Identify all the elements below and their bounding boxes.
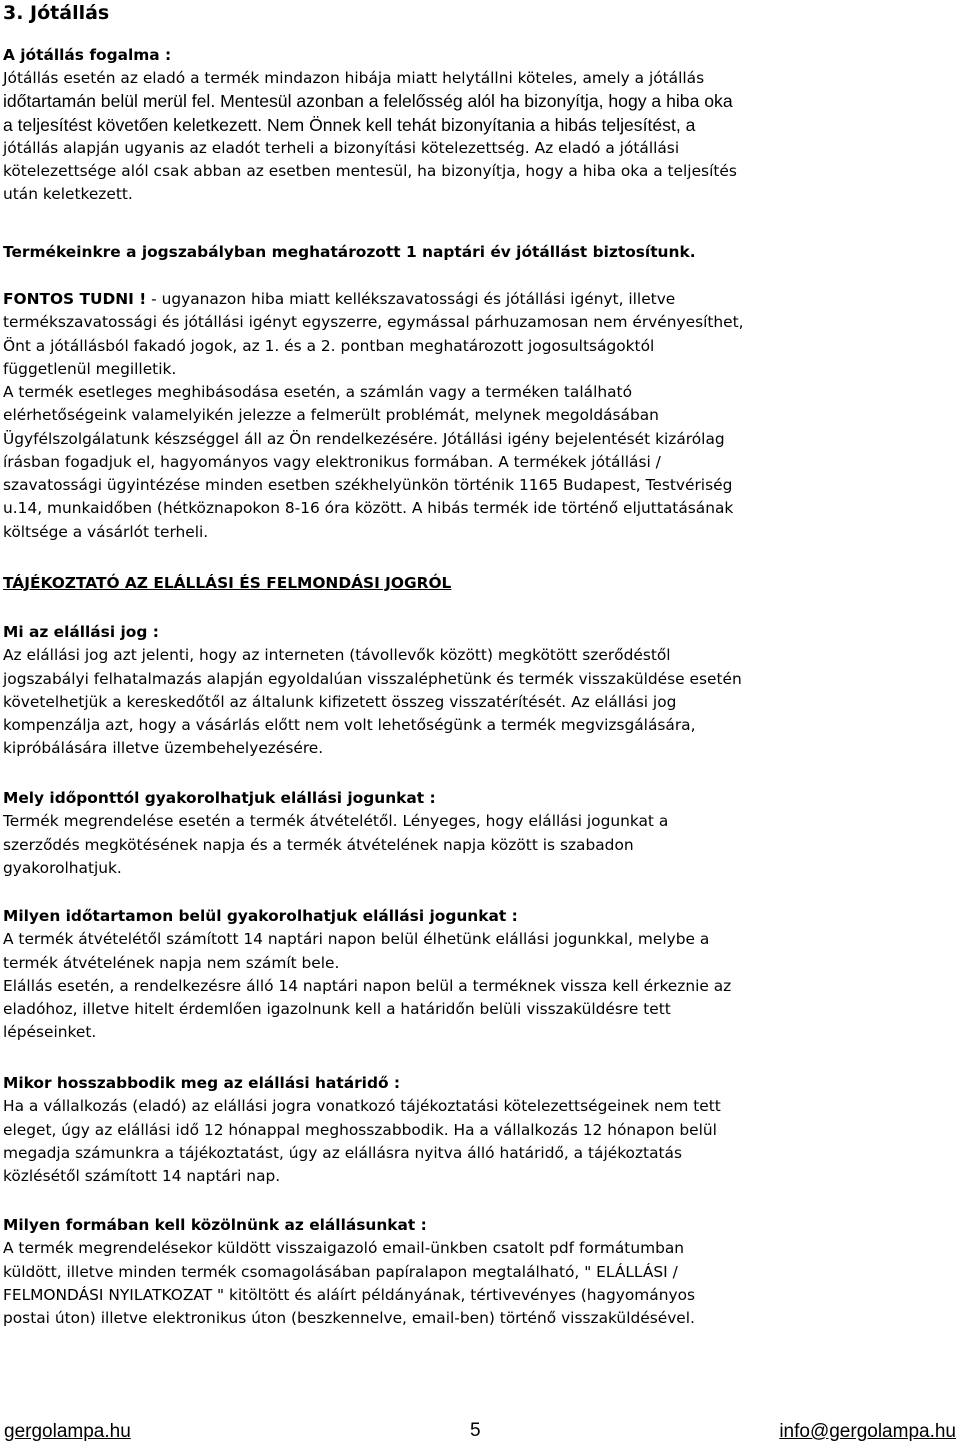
withdrawal-line: kompenzálja azt, hogy a vásárlás előtt nem volt lehetőségünk a termék megvizsgálására, — [3, 716, 696, 735]
withdrawal-section-heading: Mely időponttól gyakorolhatjuk elállási jogunkat : — [3, 789, 436, 807]
withdrawal-section — [3, 905, 958, 1045]
withdrawal-section-heading: Mi az elállási jog : — [3, 623, 159, 641]
withdrawal-title: TÁJÉKOZTATÓ AZ ELÁLLÁSI ÉS FELMONDÁSI JOGRÓL — [3, 574, 452, 592]
withdrawal-line: jogszabályi felhatalmazás alapján egyoldalúan visszaléphetünk és termék visszaküldése esetén — [3, 669, 742, 688]
defect-line: u.14, munkaidőben (hétköznapokon 8-16 óra között. A hibás termék ide történő eljuttatásának — [3, 499, 734, 518]
defect-paragraph — [3, 381, 958, 544]
important-note — [3, 288, 958, 381]
withdrawal-section — [3, 1214, 958, 1330]
warranty-statement: Termékeinkre a jogszabályban meghatározott 1 naptári év jótállást biztosítunk. — [3, 243, 696, 261]
withdrawal-line: követelhetjük a kereskedőtől az általunk kifizetett összeg visszatérítését. Az elállási jog — [3, 692, 677, 711]
warranty-line: kötelezettsége alól csak abban az esetben mentesül, ha bizonyítja, hogy a hiba oka a teljesítés — [3, 162, 737, 181]
withdrawal-section — [3, 787, 958, 880]
withdrawal-line: szerződés megkötésének napja és a termék átvételének napja között is szabadon — [3, 835, 634, 854]
footer-email-link[interactable]: info@gergolampa.hu — [779, 1421, 956, 1442]
footer-website-link[interactable]: gergolampa.hu — [4, 1421, 131, 1442]
withdrawal-line: eladóhoz, illetve hitelt érdemlően igazolnunk kell a határidőn belüli visszaküldésre tett — [3, 1000, 671, 1019]
defect-line: költsége a vásárlót terheli. — [3, 522, 209, 541]
withdrawal-line: Elállás esetén, a rendelkezésre álló 14 naptári napon belül a terméknek vissza kell érkeznie az — [3, 976, 732, 995]
warranty-line: jótállás alapján ugyanis az eladót terheli a bizonyítási kötelezettség. Az eladó a jótállási — [3, 138, 680, 157]
important-line: termékszavatossági és jótállási igényt egyszerre, egymással párhuzamosan nem érvényesíthet, — [3, 313, 744, 332]
withdrawal-section-heading: Milyen időtartamon belül gyakorolhatjuk elállási jogunkat : — [3, 907, 518, 925]
withdrawal-section — [3, 621, 958, 761]
withdrawal-line: A termék megrendelésekor küldött visszaigazoló email-ünkben csatolt pdf formátumban — [3, 1239, 685, 1258]
withdrawal-line: eleget, úgy az elállási idő 12 hónappal meghosszabbodik. Ha a vállalkozás 12 hónapon belül — [3, 1120, 717, 1139]
withdrawal-line: küldött, illetve minden termék csomagolásában papíralapon megtalálható, " ELÁLLÁSI / — [3, 1262, 678, 1281]
withdrawal-section-heading: Milyen formában kell közölnünk az elállásunkat : — [3, 1216, 427, 1234]
withdrawal-line: kipróbálására illetve üzembehelyezésére. — [3, 739, 324, 758]
section-title: 3. Jótállás — [3, 2, 110, 24]
important-text: - ugyanazon hiba miatt kellékszavatossági és jótállási igényt, illetve — [146, 290, 676, 308]
defect-line: szavatossági ügyintézése minden esetben székhelyünkön történik 1165 Budapest, Testvériség — [3, 476, 733, 495]
withdrawal-line: A termék átvételétől számított 14 naptári napon belül élhetünk elállási jogunkkal, melybe a — [3, 930, 710, 949]
withdrawal-line: postai úton) illetve elektronikus úton (beszkennelve, email-ben) történő visszaküldésével. — [3, 1309, 695, 1328]
warranty-line: után keletkezett. — [3, 185, 133, 204]
withdrawal-section — [3, 1072, 958, 1188]
withdrawal-line: Ha a vállalkozás (eladó) az elállási jogra vonatkozó tájékoztatási kötelezettségeinek nem tett — [3, 1097, 721, 1116]
defect-line: elérhetőségeink valamelyikén jelezze a felmerült problémát, melynek megoldásában — [3, 406, 659, 425]
warranty-line: időtartamán belül merül fel. Mentesül azonban a felelősség alól ha bizonyítja, hogy a hiba oka — [3, 91, 733, 112]
defect-line: A termék esetleges meghibásodása esetén, a számlán vagy a terméken található — [3, 383, 632, 401]
defect-line: írásban fogadjuk el, hagyományos vagy elektronikus formában. A termékek jótállási / — [3, 452, 661, 471]
warranty-line: a teljesítést követően keletkezett. Nem Önnek kell tehát bizonyítania a hibás teljesítést, a — [3, 114, 696, 135]
withdrawal-section-heading: Mikor hosszabbodik meg az elállási határidő : — [3, 1074, 401, 1092]
withdrawal-line: FELMONDÁSI NYILATKOZAT " kitöltött és aláírt példányának, tértivevényes (hagyományos — [3, 1285, 695, 1304]
important-line: függetlenül megilletik. — [3, 359, 177, 378]
important-line: Önt a jótállásból fakadó jogok, az 1. és a 2. pontban meghatározott jogosultságoktól — [3, 336, 655, 355]
page-number: 5 — [470, 1420, 481, 1441]
warranty-heading: A jótállás fogalma : — [3, 46, 172, 64]
important-line — [3, 288, 958, 311]
withdrawal-line: Az elállási jog azt jelenti, hogy az interneten (távollevők között) megkötött szerődéstől — [3, 646, 671, 665]
withdrawal-line: Termék megrendelése esetén a termék átvételétől. Lényeges, hogy elállási jogunkat a — [3, 812, 669, 831]
withdrawal-line: gyakorolhatjuk. — [3, 858, 122, 877]
withdrawal-line: közlésétől számított 14 naptári nap. — [3, 1167, 281, 1186]
withdrawal-line: termék átvételének napja nem számít bele. — [3, 953, 340, 972]
withdrawal-line: megadja számunkra a tájékoztatást, úgy az elállásra nyitva álló határidő, a tájékoztatás — [3, 1143, 683, 1162]
withdrawal-line: lépéseinket. — [3, 1023, 97, 1042]
warranty-line: Jótállás esetén az eladó a termék mindazon hibája miatt helytállni köteles, amely a jótállás — [3, 69, 705, 87]
important-label: FONTOS TUDNI ! — [3, 290, 147, 308]
defect-line: Ügyfélszolgálatunk készséggel áll az Ön rendelkezésére. Jótállási igény bejelentését kizárólag — [3, 429, 725, 448]
warranty-paragraph — [3, 67, 958, 207]
